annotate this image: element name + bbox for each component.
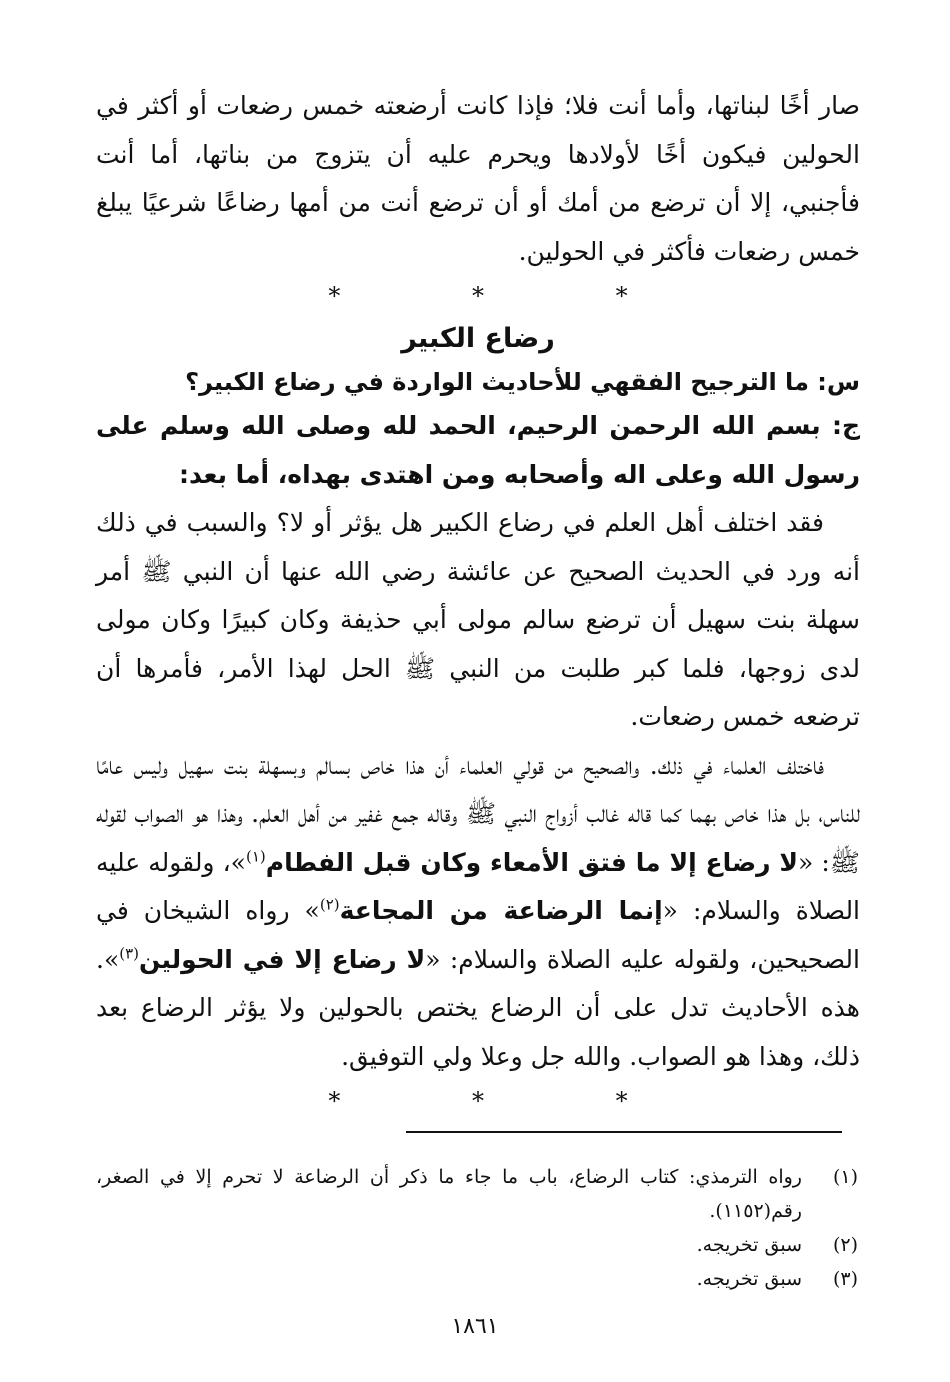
- footnote-number: (٢): [832, 1234, 858, 1256]
- separator-stars-bottom: * * *: [328, 1087, 690, 1115]
- hadith-2: إنما الرضاعة من المجاعة: [339, 896, 663, 925]
- paragraph-intro: صار أخًا لبناتها، وأما أنت فلا؛ فإذا كانت أرضعته خمس رضعات أو أكثر في الحولين فيكون أخًا لأولادها ويحرم عليه أن يتزوج من بناتها، أما أنت فأجنبي، إلا أن ترضع من أمك أو أن ترضع أنت من أمها رضاعًا شرعيًا يبلغ خمس رضعات فأكثر في الحولين.: [96, 91, 860, 266]
- body-text: [96, 82, 860, 1121]
- separator-stars-top: * * *: [328, 282, 690, 310]
- paragraph-background: فقد اختلف أهل العلم في رضاع الكبير هل يؤثر أو لا؟ والسبب في ذلك أنه ورد في الحديث الصحيح عن عائشة رضي الله عنها أن النبي ﷺ أمر سهلة بنت سهيل أن ترضع سالم مولى أبي حذيفة وكان كبيرًا وكان مولى لدى زوجها، فلما كبر طلبت من النبي ﷺ الحل لهذا الأمر، فأمرها أن ترضعه خمس رضعات.: [96, 508, 860, 731]
- hadith-3: لا رضاع إلا في الحولين: [139, 944, 426, 974]
- footnote-divider: [406, 1131, 842, 1133]
- section-title: رضاع الكبير: [401, 323, 555, 354]
- ruling-part-2: »، ولقوله عليه الصلاة والسلام: «: [96, 847, 861, 925]
- footnote-text: سبق تخريجه.: [696, 1234, 802, 1256]
- footnotes: [96, 1160, 858, 1296]
- paragraph-ruling: [96, 742, 860, 1082]
- footnote-text: رواه الترمذي: كتاب الرضاع، باب ما جاء ما ذكر أن الرضاعة لا تحرم إلا في الصغر، رقم(١١٥٢).: [96, 1166, 802, 1222]
- ruling-part-1: فاختلف العلماء في ذلك. والصحيح من قولي العلماء أن هذا خاص بسالم وبسهلة بنت سهيل وليس عامًا للناس، بل هذا خاص بهما كما قاله غالب أزواج النبي ﷺ وقاله جمع غفير من أهل العلم. وهذا هو الصواب لقوله ﷺ: «: [96, 750, 860, 877]
- footnote-item: [96, 1262, 858, 1296]
- footnote-ref-3[interactable]: (٣): [119, 944, 140, 963]
- hadith-1: لا رضاع إلا ما فتق الأمعاء وكان قبل الفطام: [265, 847, 798, 877]
- footnote-ref-2[interactable]: (٢): [319, 895, 340, 914]
- footnote-ref-1[interactable]: (١): [245, 847, 266, 866]
- question: س: ما الترجيح الفقهي للأحاديث الواردة في رضاع الكبير؟: [185, 368, 860, 396]
- ruling-part-3: » رواه الشيخان في الصحيحين، ولقوله عليه الصلاة والسلام: «: [96, 896, 860, 974]
- footnote-item: [96, 1160, 858, 1228]
- page-number: ١٨٦١: [451, 1314, 499, 1339]
- answer-opening: [96, 402, 860, 499]
- footnote-text: سبق تخريجه.: [696, 1268, 802, 1290]
- ruling-part-4: ». هذه الأحاديث تدل على أن الرضاع يختص بالحولين ولا يؤثر الرضاع بعد ذلك، وهذا هو الصواب. والله جل وعلا ولي التوفيق.: [96, 944, 860, 1071]
- footnote-item: [96, 1228, 858, 1262]
- footnote-number: (١): [832, 1166, 858, 1188]
- footnote-number: (٣): [832, 1268, 858, 1290]
- answer-text: ج: بسم الله الرحمن الرحيم، الحمد لله وصلى الله وسلم على رسول الله وعلى اله وأصحابه ومن اهتدى بهداه، أما بعد:: [96, 411, 860, 489]
